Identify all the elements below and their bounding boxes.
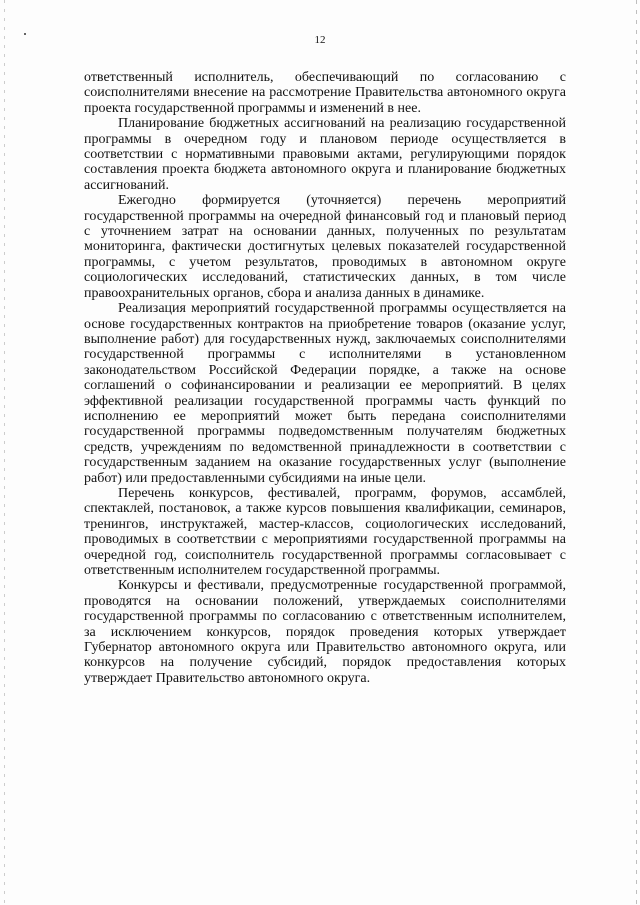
scan-edge-right [636,0,637,905]
paragraph-budget-planning: Планирование бюджетных ассигнований на реализацию государственной программы в очередном году и плановом периоде осуществляется в соответствии с нормативными правовыми актами, регулирующими порядок составления проекта бюджета автономного округа и планирование бюджетных ассигнований. [84,116,566,193]
paragraph-program-implementation: Реализация мероприятий государственной программы осуществляется на основе государственных контрактов на приобретение товаров (оказание услуг, выполнение работ) для государственных нужд, заключаемых соисполнителями государственной программы с исполнителями в установленном законодательством Российской Федерации порядке, а также на основе соглашений о софинансировании и реализации ее мероприятий. В целях эффективной реализации государственной программы часть функций по исполнению ее мероприятий может быть передана соисполнителями государственной программы подведомственным получателям бюджетных средств, учреждениям по ведомственной принадлежности в соответствии с государственным заданием на оказание государственных услуг (выполнение работ) или предоставленными субсидиями на иные цели. [84,301,566,486]
document-body [84,70,566,686]
scan-edge-left [4,0,5,905]
paragraph-continuation: ответственный исполнитель, обеспечивающий по согласованию с соисполнителями внесение на рассмотрение Правительства автономного округа проекта государственной программы и изменений в нее. [84,70,566,116]
paragraph-annual-activity-list: Ежегодно формируется (уточняется) перечень мероприятий государственной программы на очередной финансовый год и плановый период с уточнением затрат на основании данных, полученных по результатам мониторинга, фактически достигнутых целевых показателей государственной программы, с учетом результатов, проводимых в автономном округе социологических исследований, статистических данных, в том числе правоохранительных органов, сбора и анализа данных в динамике. [84,193,566,301]
page-number: 12 [314,34,326,46]
paragraph-contests-festivals: Конкурсы и фестивали, предусмотренные государственной программой, проводятся на основании положений, утверждаемых соисполнителями государственной программы по согласованию с ответственным исполнителем, за исключением конкурсов, порядок проведения которых утверждает Губернатор автономного округа или Правительство автономного округа, или конкурсов на получение субсидий, порядок предоставления которых утверждает Правительство автономного округа. [84,578,566,686]
paragraph-events-list: Перечень конкурсов, фестивалей, программ, форумов, ассамблей, спектаклей, постановок, а также курсов повышения квалификации, семинаров, тренингов, инструктажей, мастер-классов, социологических исследований, проводимых в соответствии с мероприятиями государственной программы на очередной год, соисполнитель государственной программы согласовывает с ответственным исполнителем государственной программы. [84,485,566,578]
